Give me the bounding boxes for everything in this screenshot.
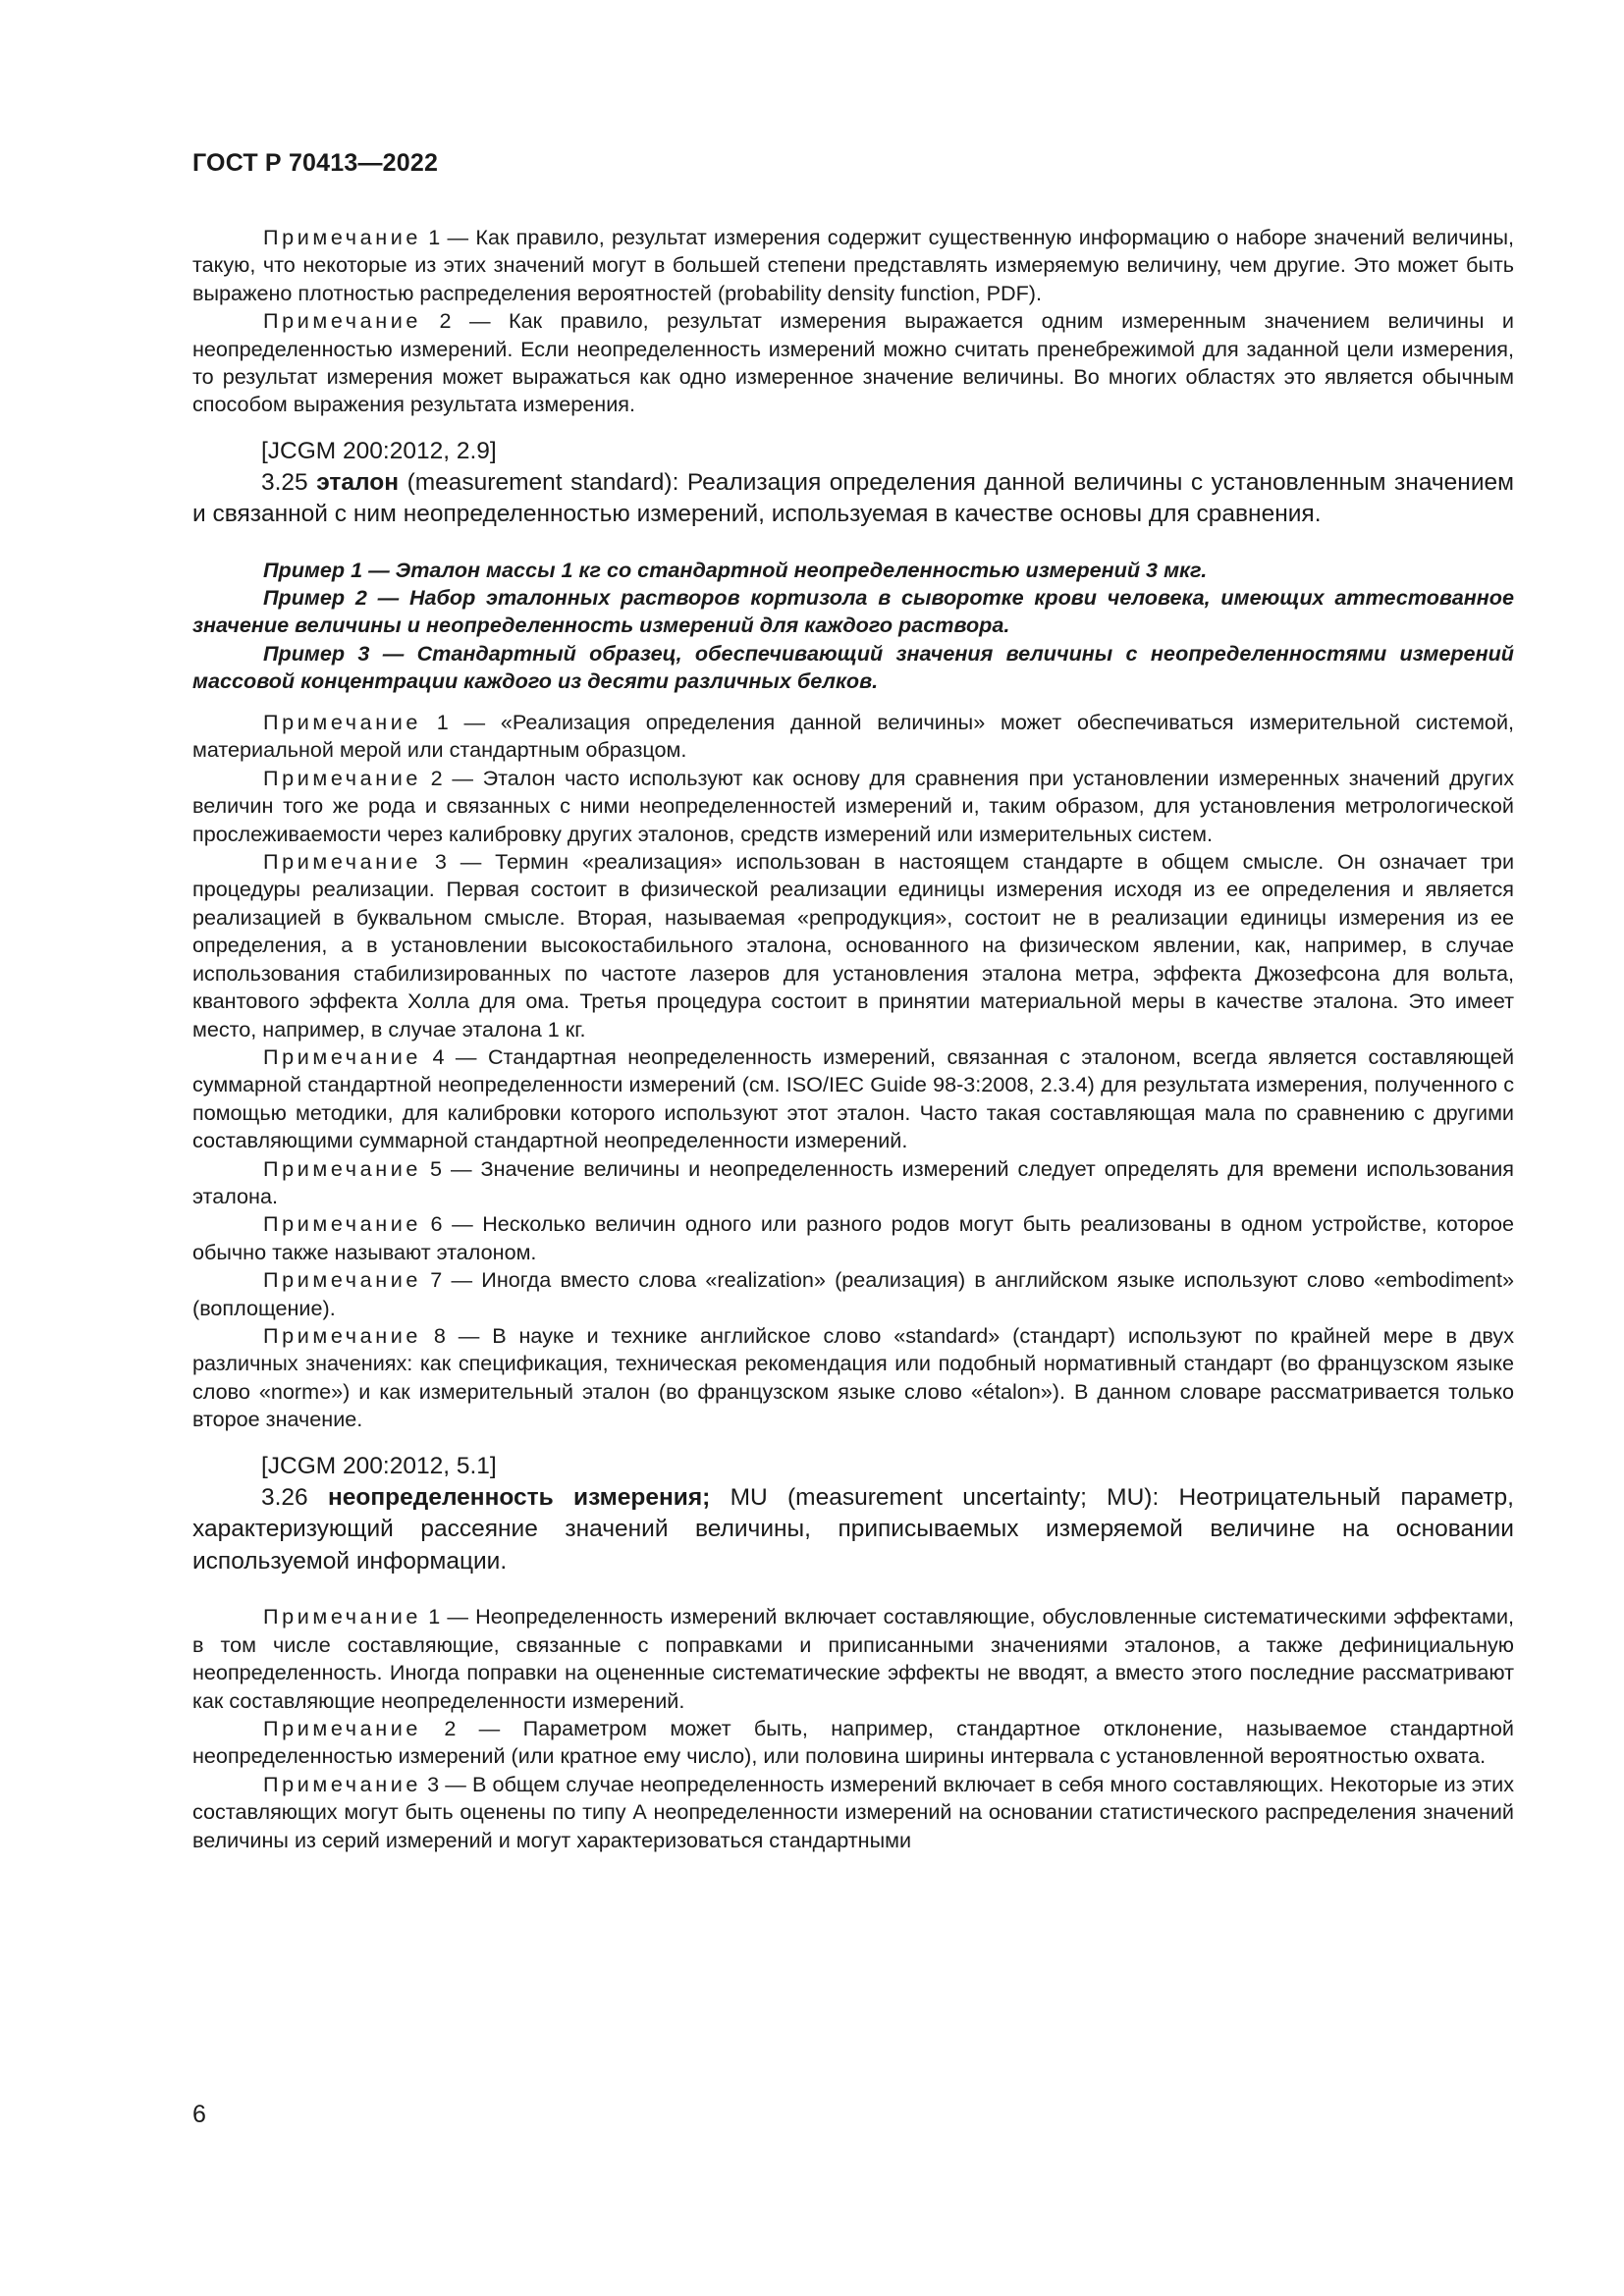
note-number: 2 xyxy=(444,1716,457,1741)
note-label: Примечание xyxy=(263,225,421,249)
note-paragraph xyxy=(192,1603,1514,1715)
note-text: — Как правило, результат измерения содержит существенную информацию о наборе значений величины, такую, что некоторые из этих значений могут в большей степени представлять измеряемую величину, чем другие. Это может быть выражено плотностью распределения вероятностей (probability density function, PDF). xyxy=(192,225,1515,305)
note-paragraph xyxy=(192,1715,1514,1771)
note-number: 1 xyxy=(428,225,441,249)
page-number: 6 xyxy=(192,2101,206,2128)
note-paragraph xyxy=(192,307,1514,419)
note-label: Примечание xyxy=(263,1043,421,1069)
page-content xyxy=(192,224,1514,1854)
term-definition: (measurement standard): Реализация определения данной величины с установленным значением и связанной с ним неопределенностью измерений, используемая в качестве основы для сравнения. xyxy=(192,468,1514,528)
term-definition: MU (measurement uncertainty; MU): Неотрицательный параметр, характеризующий рассеяние значений величины, приписываемых измеряемой величине на основании используемой информации. xyxy=(192,1483,1514,1575)
spacer xyxy=(192,1577,1514,1603)
note-label: Примечание xyxy=(263,1322,421,1348)
note-label: Примечание xyxy=(263,1716,421,1741)
note-text: — Стандартная неопределенность измерений, связанная с эталоном, всегда является составляющей суммарной стандартной неопределенности измерений (см. ISO/IEC Guide 98-3:2008, 2.3.4) для результата измерения, полученного с помощью методики, для калибровки которого используют этот эталон. Часто такая составляющая мала по сравнению с другими составляющими суммарной стандартной неопределенности измерений. xyxy=(192,1043,1515,1153)
note-label: Примечание xyxy=(263,1604,421,1629)
note-number: 4 xyxy=(432,1043,445,1069)
note-label: Примечание xyxy=(263,1267,421,1293)
note-paragraph xyxy=(192,709,1514,765)
note-text: — Иногда вместо слова «realization» (реализация) в английском языке используют слово «embodiment» (воплощение). xyxy=(192,1267,1514,1320)
note-label: Примечание xyxy=(263,710,421,735)
note-paragraph xyxy=(192,1322,1514,1434)
note-number: 2 xyxy=(430,765,443,790)
note-text: — В общем случае неопределенность измерений включает в себя много составляющих. Некоторые из этих составляющих могут быть оценены по типу А неопределенности измерений на основании статистического распределения значений величины из серий измерений и могут характеризоваться стандартными xyxy=(192,1771,1514,1852)
doc-header: ГОСТ Р 70413—2022 xyxy=(192,149,439,177)
term-definition-3-26 xyxy=(192,1482,1514,1578)
note-text: — Термин «реализация» использован в настоящем стандарте в общем смысле. Он означает три процедуры реализации. Первая состоит в физической реализации единицы измерения исходя из ее определения и является реализацией в буквальном смысле. Вторая, называемая «репродукция», состоит не в реализации единицы измерения из ее определения, а в установлении высокостабильного эталона, основанного на физическом явлении, как, например, в случае использования стабилизированных по частоте лазеров для установления эталона метра, эффекта Джозефсона для вольта, квантового эффекта Холла для ома. Третья процедура состоит в принятии материальной меры в качестве эталона. Это имеет место, например, в случае эталона 1 кг. xyxy=(192,849,1515,1041)
note-text: — Эталон часто используют как основу для сравнения при установлении измеренных значений других величин того же рода и связанных с ними неопределенностей измерений и, таким образом, для установления метрологической прослеживаемости через калибровку других эталонов, средств измерений или измерительных систем. xyxy=(192,765,1514,846)
note-paragraph xyxy=(192,1043,1514,1155)
note-number: 6 xyxy=(430,1211,443,1237)
note-number: 8 xyxy=(433,1322,446,1348)
note-text: — Параметром может быть, например, стандартное отклонение, называемое стандартной неопределенностью измерений (или кратное ему число), или половина ширины интервала с установленной вероятностью охвата. xyxy=(192,1716,1514,1769)
note-number: 1 xyxy=(436,710,449,735)
spacer xyxy=(192,531,1514,557)
note-label: Примечание xyxy=(263,1211,421,1237)
note-label: Примечание xyxy=(263,308,421,334)
note-number: 2 xyxy=(439,308,452,334)
note-number: 7 xyxy=(430,1267,443,1293)
example-paragraph: Пример 3 — Стандартный образец, обеспечивающий значения величины с неопределенностями измерений массовой концентрации каждого из десяти различных белков. xyxy=(192,640,1514,693)
note-text: — Значение величины и неопределенность измерений следует определять для времени использования эталона. xyxy=(192,1155,1515,1208)
note-text: — Как правило, результат измерения выражается одним измеренным значением величины и неопределенностью измерений. Если неопределенность измерений можно считать пренебрежимой для заданной цели измерения, то результат измерения может выражаться как одно измеренное значение величины. Во многих областях это является обычным способом выражения результата измерения. xyxy=(192,308,1514,417)
note-text: — В науке и технике английское слово «standard» (стандарт) используют по крайней мере в двух различных значениях: как спецификация, техническая рекомендация или подобный нормативный стандарт (во французском языке слово «norme») и как измерительный эталон (во французском языке слово «étalon»). В данном словаре рассматривается только второе значение. xyxy=(192,1322,1514,1432)
note-paragraph xyxy=(192,848,1514,1043)
note-number: 3 xyxy=(434,849,447,875)
note-number: 5 xyxy=(429,1155,442,1181)
note-number: 3 xyxy=(427,1771,440,1796)
note-label: Примечание xyxy=(263,849,421,875)
note-paragraph xyxy=(192,1155,1514,1211)
note-paragraph xyxy=(192,765,1514,848)
note-paragraph xyxy=(192,224,1514,307)
note-number: 1 xyxy=(428,1604,441,1629)
term-name: неопределенность измерения; xyxy=(327,1483,711,1511)
note-text: — Неопределенность измерений включает составляющие, обусловленные систематическими эффектами, в том числе составляющие, связанные с поправками и приписанными значениями эталонов, а также дефинициальную неопределенность. Иногда поправки на оцененные систематические эффекты не вводят, а вместо этого последние рассматривают как составляющие неопределенности измерений. xyxy=(192,1604,1515,1713)
note-label: Примечание xyxy=(263,1155,421,1181)
note-paragraph xyxy=(192,1771,1514,1854)
example-paragraph: Пример 2 — Набор эталонных растворов кортизола в сыворотке крови человека, имеющих аттестованное значение величины и неопределенность измерений для каждого раствора. xyxy=(192,585,1514,638)
note-text: — «Реализация определения данной величины» может обеспечиваться измерительной системой, материальной мерой или стандартным образцом. xyxy=(192,710,1514,763)
note-text: — Несколько величин одного или разного родов могут быть реализованы в одном устройстве, которое обычно также называют эталоном. xyxy=(192,1211,1514,1264)
note-label: Примечание xyxy=(263,765,421,790)
spacer xyxy=(192,695,1514,709)
term-number: 3.25 xyxy=(261,468,317,496)
note-label: Примечание xyxy=(263,1771,421,1796)
term-definition-3-25 xyxy=(192,467,1514,531)
note-paragraph xyxy=(192,1266,1514,1322)
term-name: эталон xyxy=(316,468,400,496)
source-reference: [JCGM 200:2012, 5.1] xyxy=(261,1452,497,1479)
term-number: 3.26 xyxy=(261,1483,328,1511)
example-paragraph: Пример 1 — Эталон массы 1 кг со стандартной неопределенностью измерений 3 мкг. xyxy=(263,558,1208,583)
source-reference: [JCGM 200:2012, 2.9] xyxy=(261,437,497,464)
note-paragraph xyxy=(192,1210,1514,1266)
